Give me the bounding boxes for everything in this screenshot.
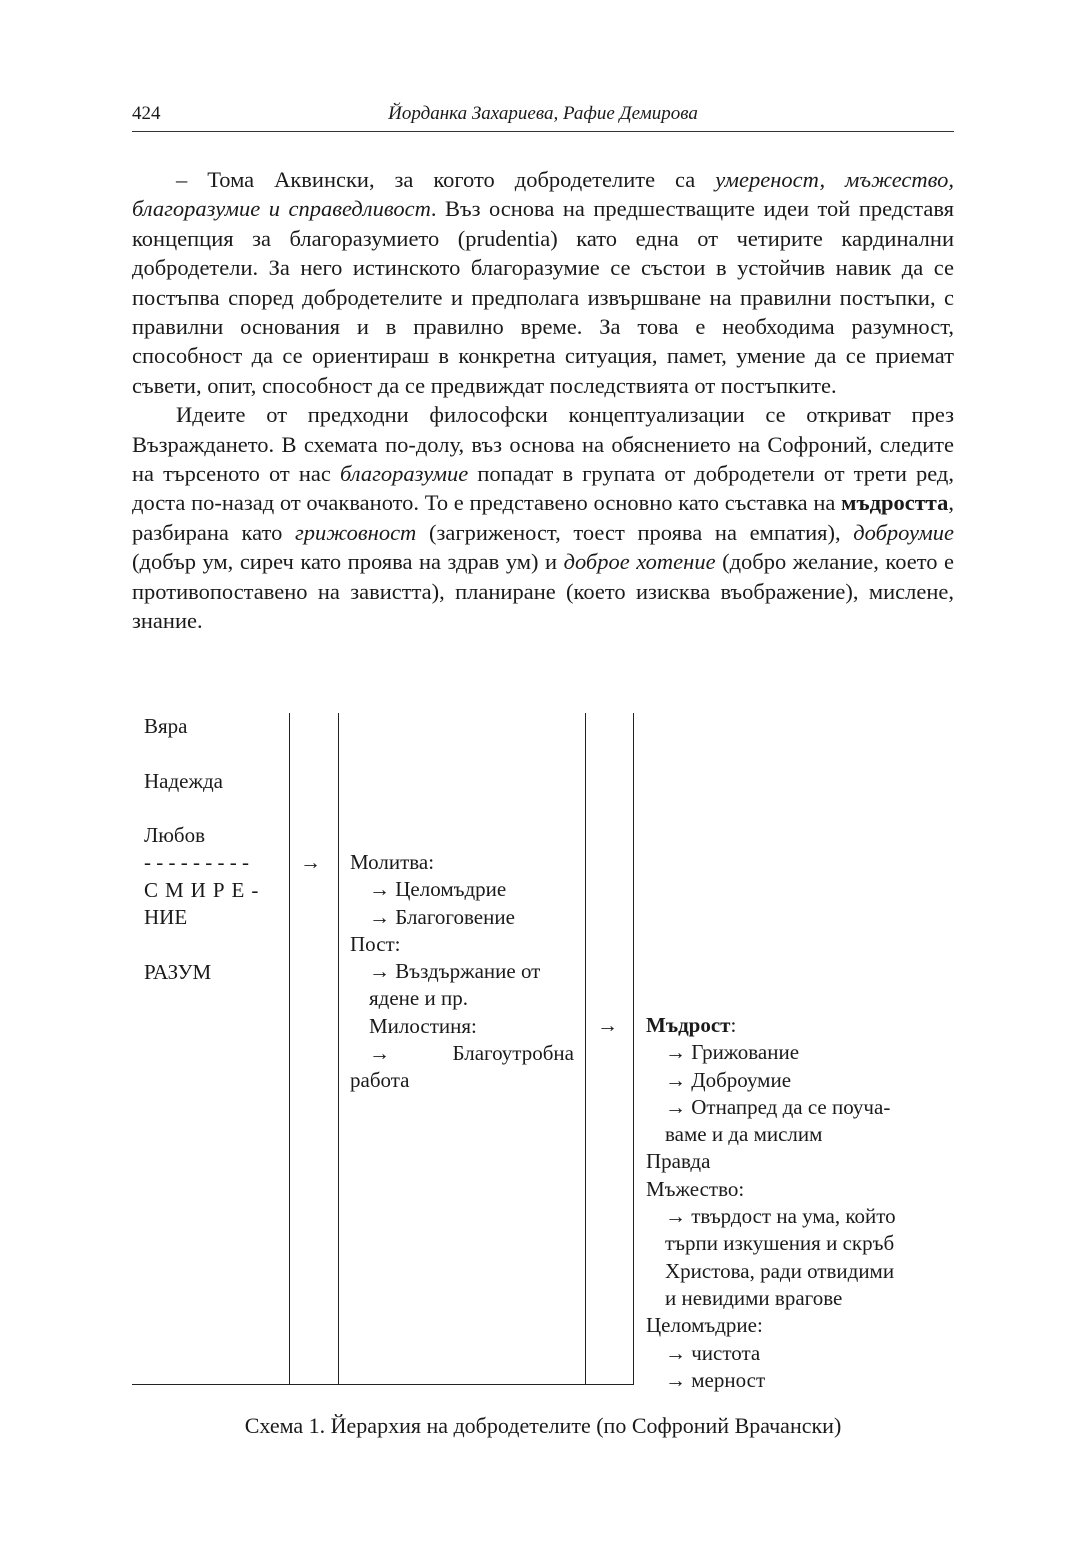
courage-firmness: → твърдост на ума, който (665, 1204, 896, 1229)
column-divider (633, 713, 634, 1385)
virtue-love: Любов (144, 823, 206, 848)
virtue-hope: Надежда (144, 768, 224, 793)
body-text (132, 165, 954, 636)
virtue-wisdom: Мъдрост: (646, 1013, 737, 1037)
arrow-right-icon: → (597, 1013, 618, 1037)
cardinal-virtues-column (646, 1012, 942, 1394)
almsgiving-charity: → Благоутробна (369, 1041, 574, 1066)
temperance-moderation: → мерност (665, 1367, 766, 1392)
virtues-italic: умереност, мъжество, благоразумие и справедливост (132, 167, 954, 222)
virtue-faith: Вяра (144, 714, 188, 738)
italic-term: доброумие (853, 519, 954, 545)
paragraph-aquinas: – Тома Аквински, за когото добродетелите са умереност, мъжество, благоразумие и справедливост. Въз основа на предшестващите идеи той представя концепция за благоразумието (prudentia) като една от четирите кардинални добродетели. За него истинското благоразумие се състои в устойчив навик да се постъпва според добродетелите и предполага извършване на правилни постъпки, с правилни основания и в правилно време. За това е необходима разумност, способност да се ориентираш в конкретна ситуация, памет, умение да се приемат съвети, опит, способност да се предвиждат последствията от постъпките. (132, 167, 955, 398)
virtue-hierarchy-schema (132, 713, 954, 1403)
fasting-abstinence-cont: ядене и пр. (369, 986, 468, 1011)
almsgiving-charity-cont: работа (350, 1068, 410, 1093)
virtue-humility-part2: НИЕ (144, 905, 188, 930)
virtue-courage: Мъжество: (646, 1176, 745, 1201)
wisdom-care: → Грижование (665, 1040, 800, 1065)
fasting-abstinence: → Въздържание от (369, 959, 541, 984)
arrow-right-icon: → (300, 850, 321, 874)
italic-term: грижовност (295, 519, 417, 545)
practice-prayer: Молитва: (350, 850, 435, 874)
running-head: Йорданка Захариева, Рафие Демирова (388, 103, 698, 124)
courage-firmness-cont: Христова, ради отвидими (665, 1258, 895, 1283)
temperance-purity: → чистота (665, 1340, 761, 1365)
wisdom-foresight-cont: ваме и да мислим (665, 1122, 823, 1147)
column-divider (585, 713, 586, 1385)
italic-term: благоразумие (340, 461, 469, 487)
virtue-justice: Правда (646, 1149, 711, 1174)
bold-term: мъдростта (841, 490, 949, 516)
practice-fasting: Пост: (350, 931, 401, 956)
virtue-temperance: Целомъдрие: (646, 1313, 763, 1338)
column-divider (289, 713, 290, 1385)
prayer-reverence: → Благоговение (369, 904, 515, 929)
practices-column (350, 849, 574, 1095)
paragraph-revival: Идеите от предходни философски концептуализации се откриват през Възраждането. В схемата по-долу, въз основа на обяснението на Софроний, следите на търсеното от нас благоразумие попадат в групата от добродетели от трети ред, доста по-назад от очакваното. То е представено основно като съставка на мъдростта, разбирана като грижовност (загриженост, тоест проява на емпатия), доброумие (добър ум, сиреч като проява на здрав ум) и доброе хотение (добро желание, което е противопоставено на завистта), планиране (което изисква въображение), мислене, знание. (132, 402, 955, 634)
column-divider (338, 713, 339, 1385)
practice-almsgiving: Милостиня: (369, 1013, 477, 1038)
theological-virtues-column (144, 713, 284, 986)
courage-firmness-cont: и невидими врагове (665, 1285, 843, 1310)
virtue-reason: РАЗУМ (144, 959, 212, 984)
bottom-rule (132, 1384, 634, 1385)
courage-firmness-cont: търпи изкушения и скръб (665, 1231, 895, 1256)
page-header (132, 103, 954, 132)
wisdom-good-mind: → Доброумие (665, 1067, 792, 1092)
wisdom-foresight: → Отнапред да се поуча- (665, 1094, 891, 1119)
figure-caption: Схема 1. Йерархия на добродетелите (по Софроний Врачански) (244, 1413, 842, 1438)
virtue-humility-part1: СМИРЕ- (144, 877, 266, 902)
page-number: 424 (132, 103, 161, 124)
italic-term: доброе хотение (563, 549, 716, 575)
prayer-chastity: → Целомъдрие (369, 877, 507, 902)
dashed-separator: - - - - - - - - - (144, 850, 249, 875)
